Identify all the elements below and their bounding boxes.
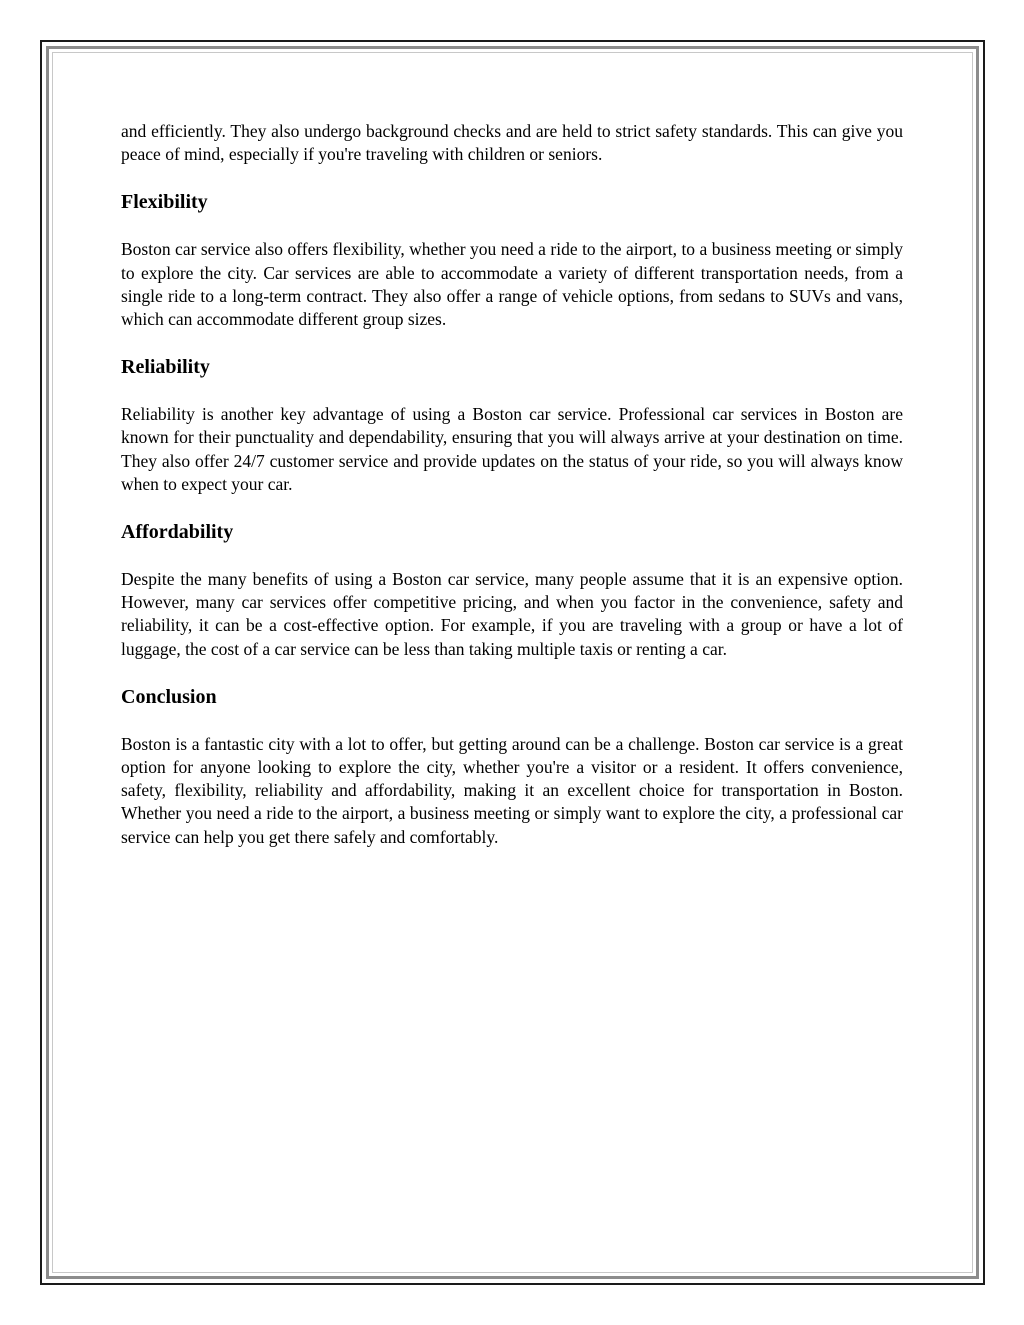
section-body-affordability: Despite the many benefits of using a Boston car service, many people assume that it is an expensive option. However, many car services offer competitive pricing, and when you factor in the convenience, safety and reliability, it can be a cost-effective option. For example, if you are traveling with a group or have a lot of luggage, the cost of a car service can be less than taking multiple taxis or renting a car. — [121, 569, 903, 659]
section-heading-conclusion: Conclusion — [121, 685, 217, 708]
section-heading-reliability: Reliability — [121, 356, 210, 379]
section-body-conclusion: Boston is a fantastic city with a lot to offer, but getting around can be a challenge. Boston car service is a great option for anyone looking to explore the city, whether you're a visitor or a resident. It offers convenience, safety, flexibility, reliability and affordability, making it an excellent choice for transportation in Boston. Whether you need a ride to the airport, a business meeting or simply want to explore the city, a professional car service can help you get there safely and comfortably. — [121, 733, 903, 847]
section-heading-flexibility: Flexibility — [121, 191, 208, 214]
section-body-flexibility: Boston car service also offers flexibility, whether you need a ride to the airport, to a business meeting or simply to explore the city. Car services are able to accommodate a variety of different transportation needs, from a single ride to a long-term contract. They also offer a range of vehicle options, from sedans to SUVs and vans, which can accommodate different group sizes. — [121, 239, 903, 330]
section-heading-affordability: Affordability — [121, 521, 234, 544]
document-body — [121, 120, 903, 849]
intro-paragraph: and efficiently. They also undergo background checks and are held to strict safety standards. This can give you peace of mind, especially if you're traveling with children or seniors. — [121, 121, 903, 165]
section-body-reliability: Reliability is another key advantage of using a Boston car service. Professional car services in Boston are known for their punctuality and dependability, ensuring that you will always arrive at your destination on time. They also offer 24/7 customer service and provide updates on the status of your ride, so you will always know when to expect your car. — [121, 404, 903, 494]
